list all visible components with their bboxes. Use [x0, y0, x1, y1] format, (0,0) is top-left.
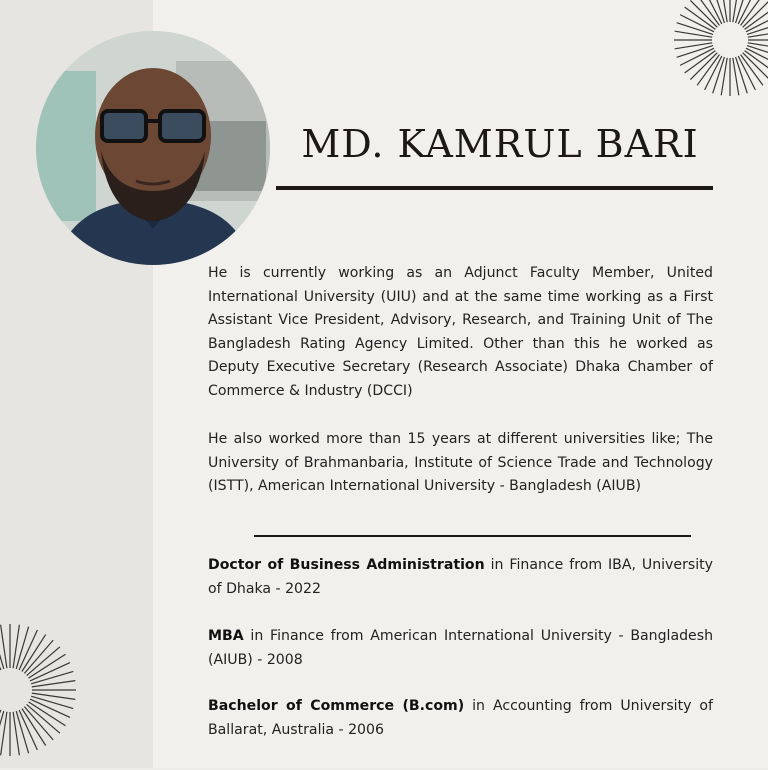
education-item: [208, 625, 713, 672]
degree-name: Bachelor of Commerce (B.com): [208, 698, 465, 714]
person-name: MD. KAMRUL BARI: [301, 122, 699, 166]
section-divider: [254, 535, 691, 537]
sunburst-decoration-top: [670, 0, 768, 110]
degree-detail: in Finance from IBA, University of Dhaka - 2022: [208, 557, 713, 597]
degree-name: Doctor of Business Administration: [208, 557, 485, 573]
bio-paragraph-experience: He also worked more than 15 years at different universities like; The University of Brahmanbaria, Institute of Science Trade and Technology (ISTT), American International University - Bangladesh (AIUB): [208, 431, 713, 494]
profile-photo: [36, 31, 270, 265]
title-divider: [276, 186, 713, 190]
bio-paragraph-current: He is currently working as an Adjunct Faculty Member, United International University (UIU) and at the same time working as a First Assistant Vice President, Advisory, Research, and Training Unit of The Bangladesh Rating Agency Limited. Other than this he worked as Deputy Executive Secretary (Research Associate) Dhaka Chamber of Commerce & Industry (DCCI): [208, 265, 713, 399]
degree-name: MBA: [208, 628, 244, 644]
sunburst-decoration-bottom: [0, 620, 80, 770]
degree-detail: in Accounting from University of Ballarat, Australia - 2006: [208, 698, 713, 738]
degree-detail: in Finance from American International University - Bangladesh (AIUB) - 2008: [208, 628, 713, 668]
education-item: [208, 695, 713, 742]
education-item: [208, 554, 713, 601]
